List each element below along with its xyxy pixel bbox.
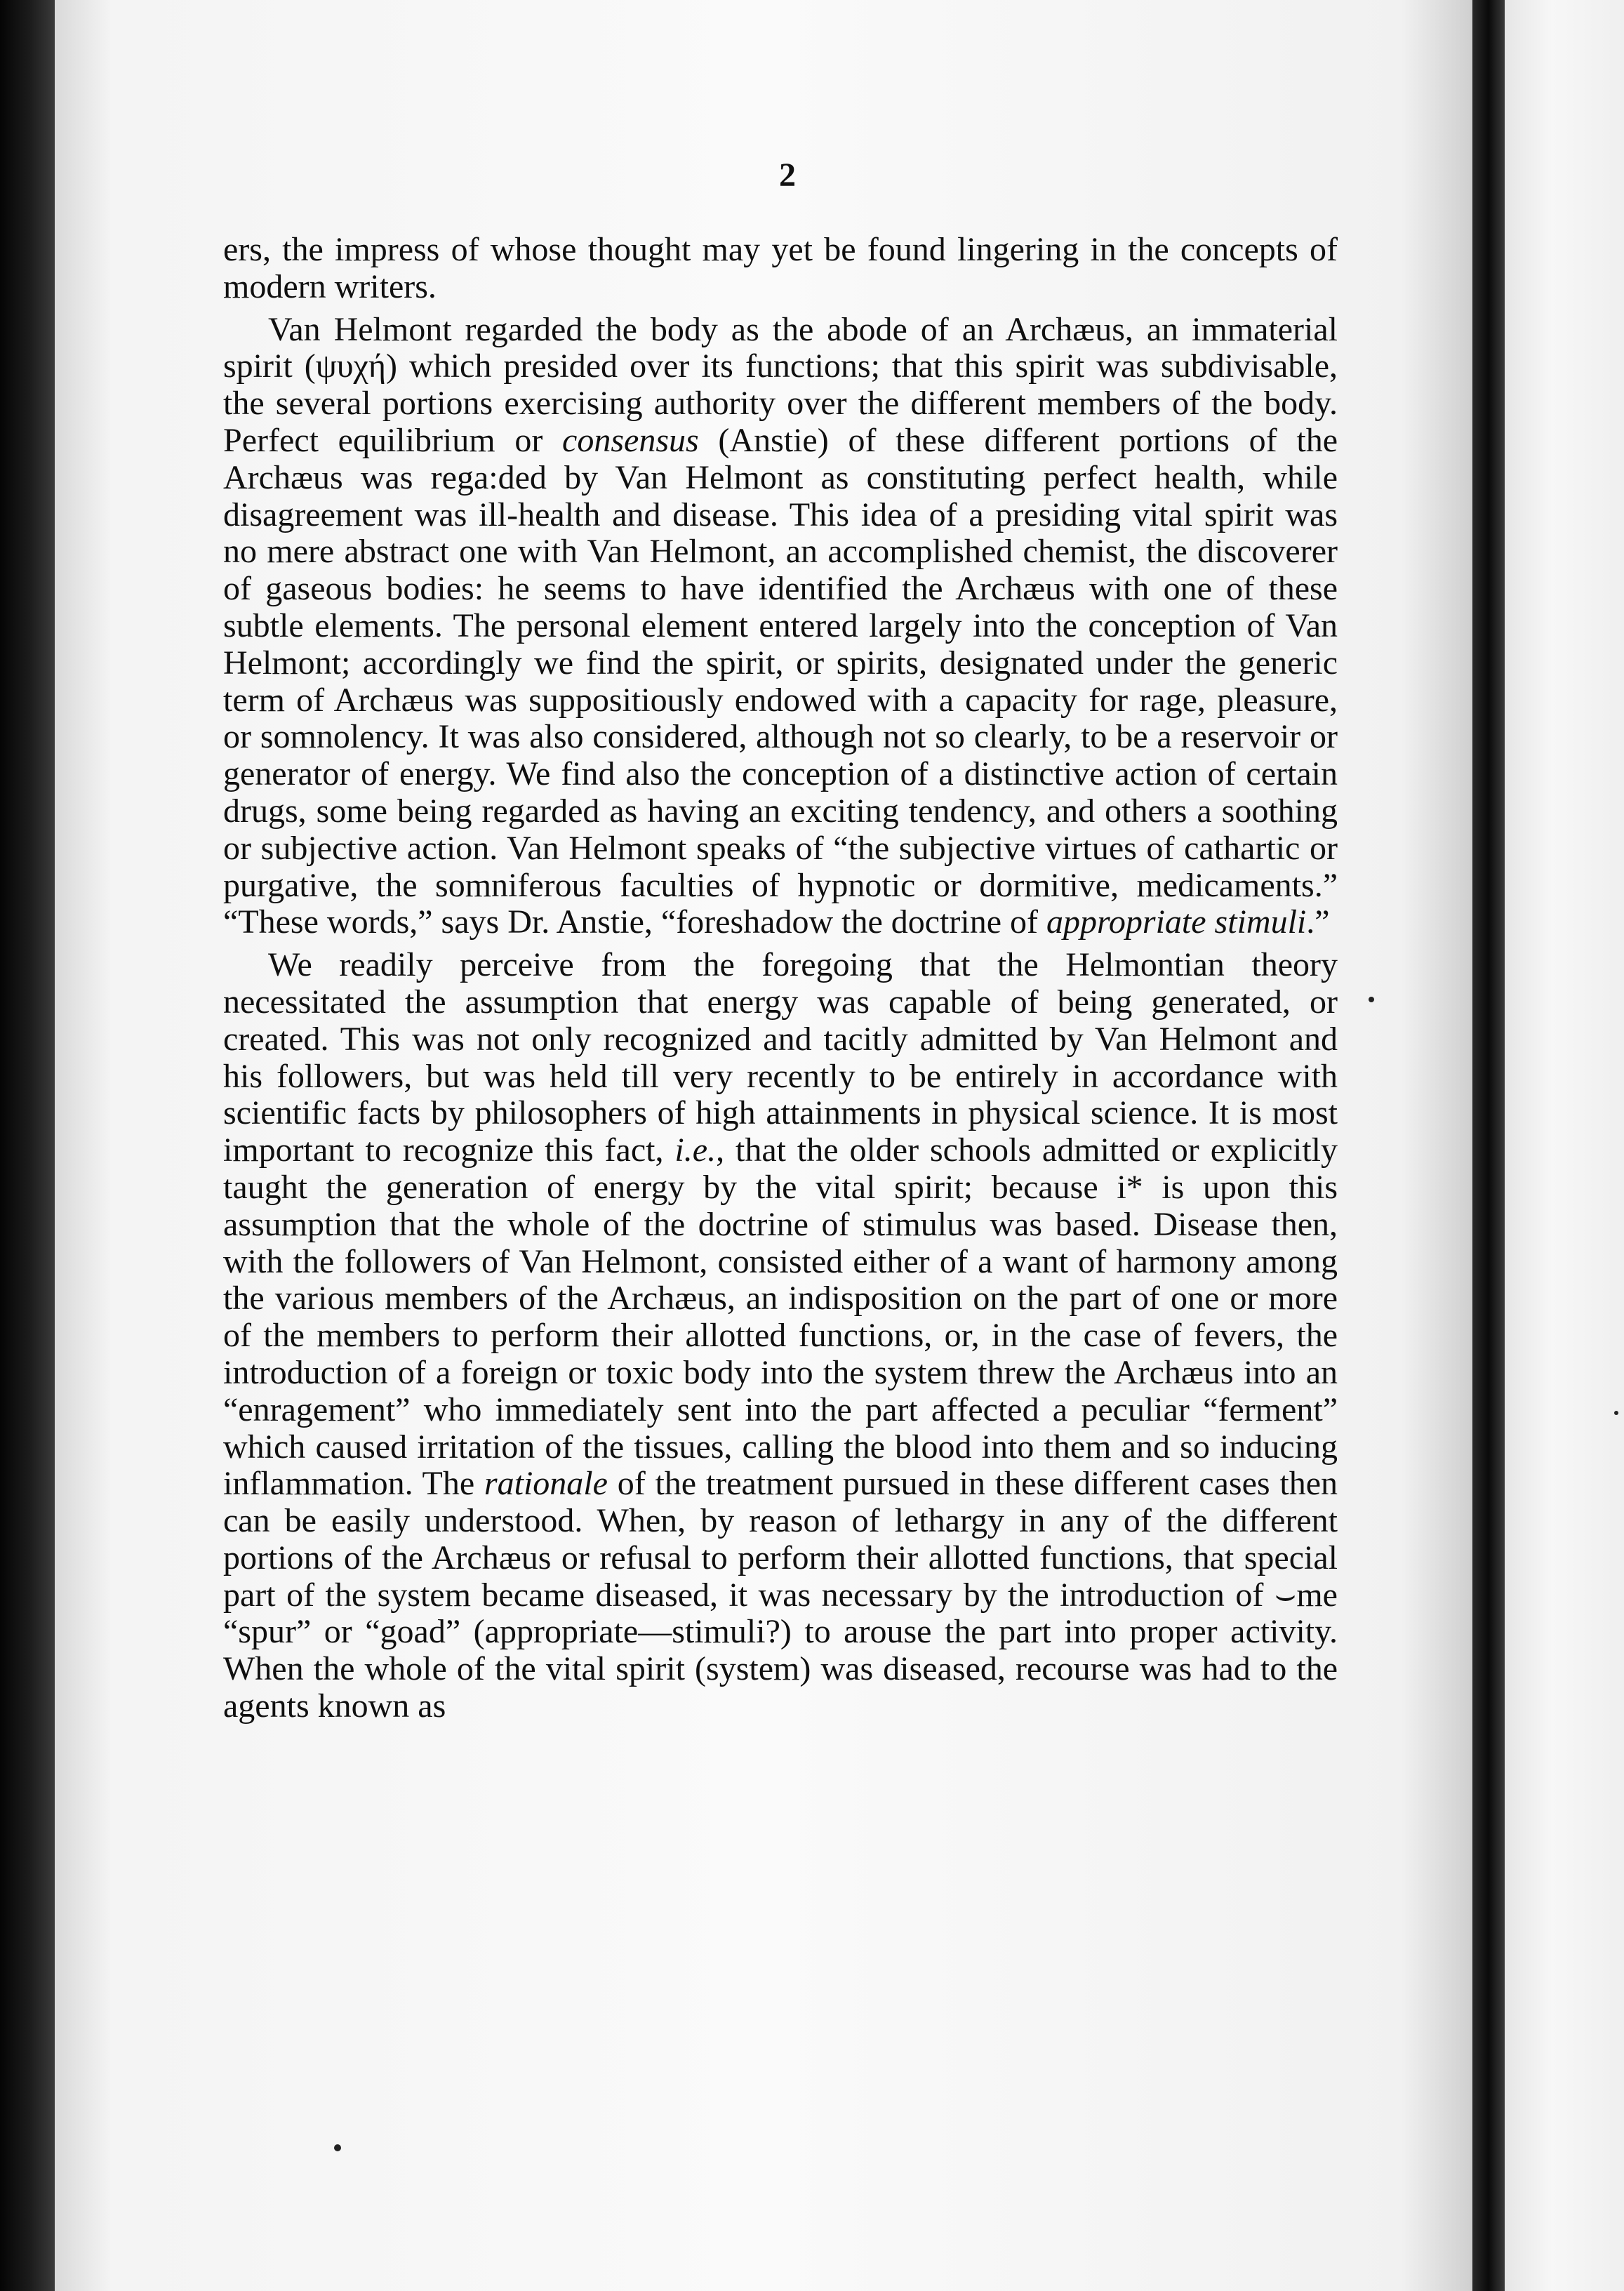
paragraph-1-text: ers, the impress of whose thought may yet be found lingering in the concepts of modern writers.	[223, 231, 1338, 305]
paragraph-3-text-b: , that the older schools admitted or explicitly taught the generation of energy by the vital spirit; because i* is upon this assumption that the whole of the doctrine of stimulus was based. Disease then, with the followers of Van Helmont, consisted either of a want of harmony among the various members of the Archæus, an indisposition on the part of one or more of the members to perform their allotted functions, or, in the case of fevers, the introduction of a foreign or toxic body into the system threw the Archæus into an “enragement” who immediately sent into the part affected a peculiar “ferment” which caused irritation of the tissues, calling the blood into them and so inducing inflammation. The	[223, 1131, 1338, 1503]
italic-term-consensus: consensus	[562, 421, 699, 459]
paragraph-2-text-c: .”	[1306, 903, 1330, 941]
paragraph-2-text-a: Van Helmont regarded the body as the abode of an Archæus, an immaterial spirit (ψυχή) which presided over its functions; that this spirit was subdivisable, the several portions exercising authority over the different members of the body. Perfect equilibrium or	[223, 310, 1338, 459]
next-page-edge	[1505, 0, 1624, 2291]
paragraph-3-text-a: We readily perceive from the foregoing that the Helmontian theory necessitated the assumption that energy was capable of being generated, or created. This was not only recognized and tacitly admitted by Van Helmont and his followers, but was held till very recently to be entirely in accordance with scientific facts by philosophers of high attainments in physical science. It is most important to recognize this fact,	[223, 946, 1338, 1169]
page-number: 2	[779, 157, 796, 194]
paragraph-continuation	[223, 232, 1338, 306]
left-binding-edge	[0, 0, 55, 2291]
right-gutter-shadow	[1472, 0, 1505, 2291]
italic-term-ie: i.e.	[674, 1131, 717, 1169]
italic-term-appropriate-stimuli: appropriate stimuli	[1046, 903, 1307, 941]
paragraph-3-text-c: of the treatment pursued in these different cases then can be easily understood. When, by reason of lethargy in any of the different portions of the Archæus or refusal to perform their allotted functions, that special part of the system became diseased, it was necessary by the introduction of ⌣me “spur” or “goad” (appropriate—stimuli?) to arouse the part into proper activity. When the whole of the vital spirit (system) was diseased, recourse was had to the agents known as	[223, 1465, 1338, 1725]
body-text	[223, 232, 1338, 1725]
scan-speck	[1369, 997, 1374, 1002]
scan-speck	[334, 2144, 341, 2151]
paragraph-2-text-b: (Anstie) of these different portions of the Archæus was rega:ded by Van Helmont as constituting perfect health, while disagreement was ill-health and disease. This idea of a presiding vital spirit was no mere abstract one with Van Helmont, an accomplished chemist, the discoverer of gaseous bodies: he seems to have identified the Archæus with one of these subtle elements. The personal element entered largely into the conception of Van Helmont; accordingly we find the spirit, or spirits, designated under the generic term of Archæus was suppositiously endowed with a capacity for rage, pleasure, or somnolency. It was also considered, although not so clearly, to be a reservoir or generator of energy. We find also the conception of a distinctive action of certain drugs, some being regarded as having an exciting tendency, and others a soothing or subjective action. Van Helmont speaks of “the subjective virtues of cathartic or purgative, the somniferous faculties of hypnotic or dormitive, medicaments.” “These words,” says Dr. Anstie, “foreshadow the doctrine of	[223, 421, 1338, 941]
paragraph-helmontian-theory	[223, 947, 1338, 1725]
italic-term-rationale: rationale	[484, 1465, 608, 1503]
scan-speck	[1614, 1411, 1618, 1415]
paragraph-van-helmont-archaeus	[223, 312, 1338, 942]
